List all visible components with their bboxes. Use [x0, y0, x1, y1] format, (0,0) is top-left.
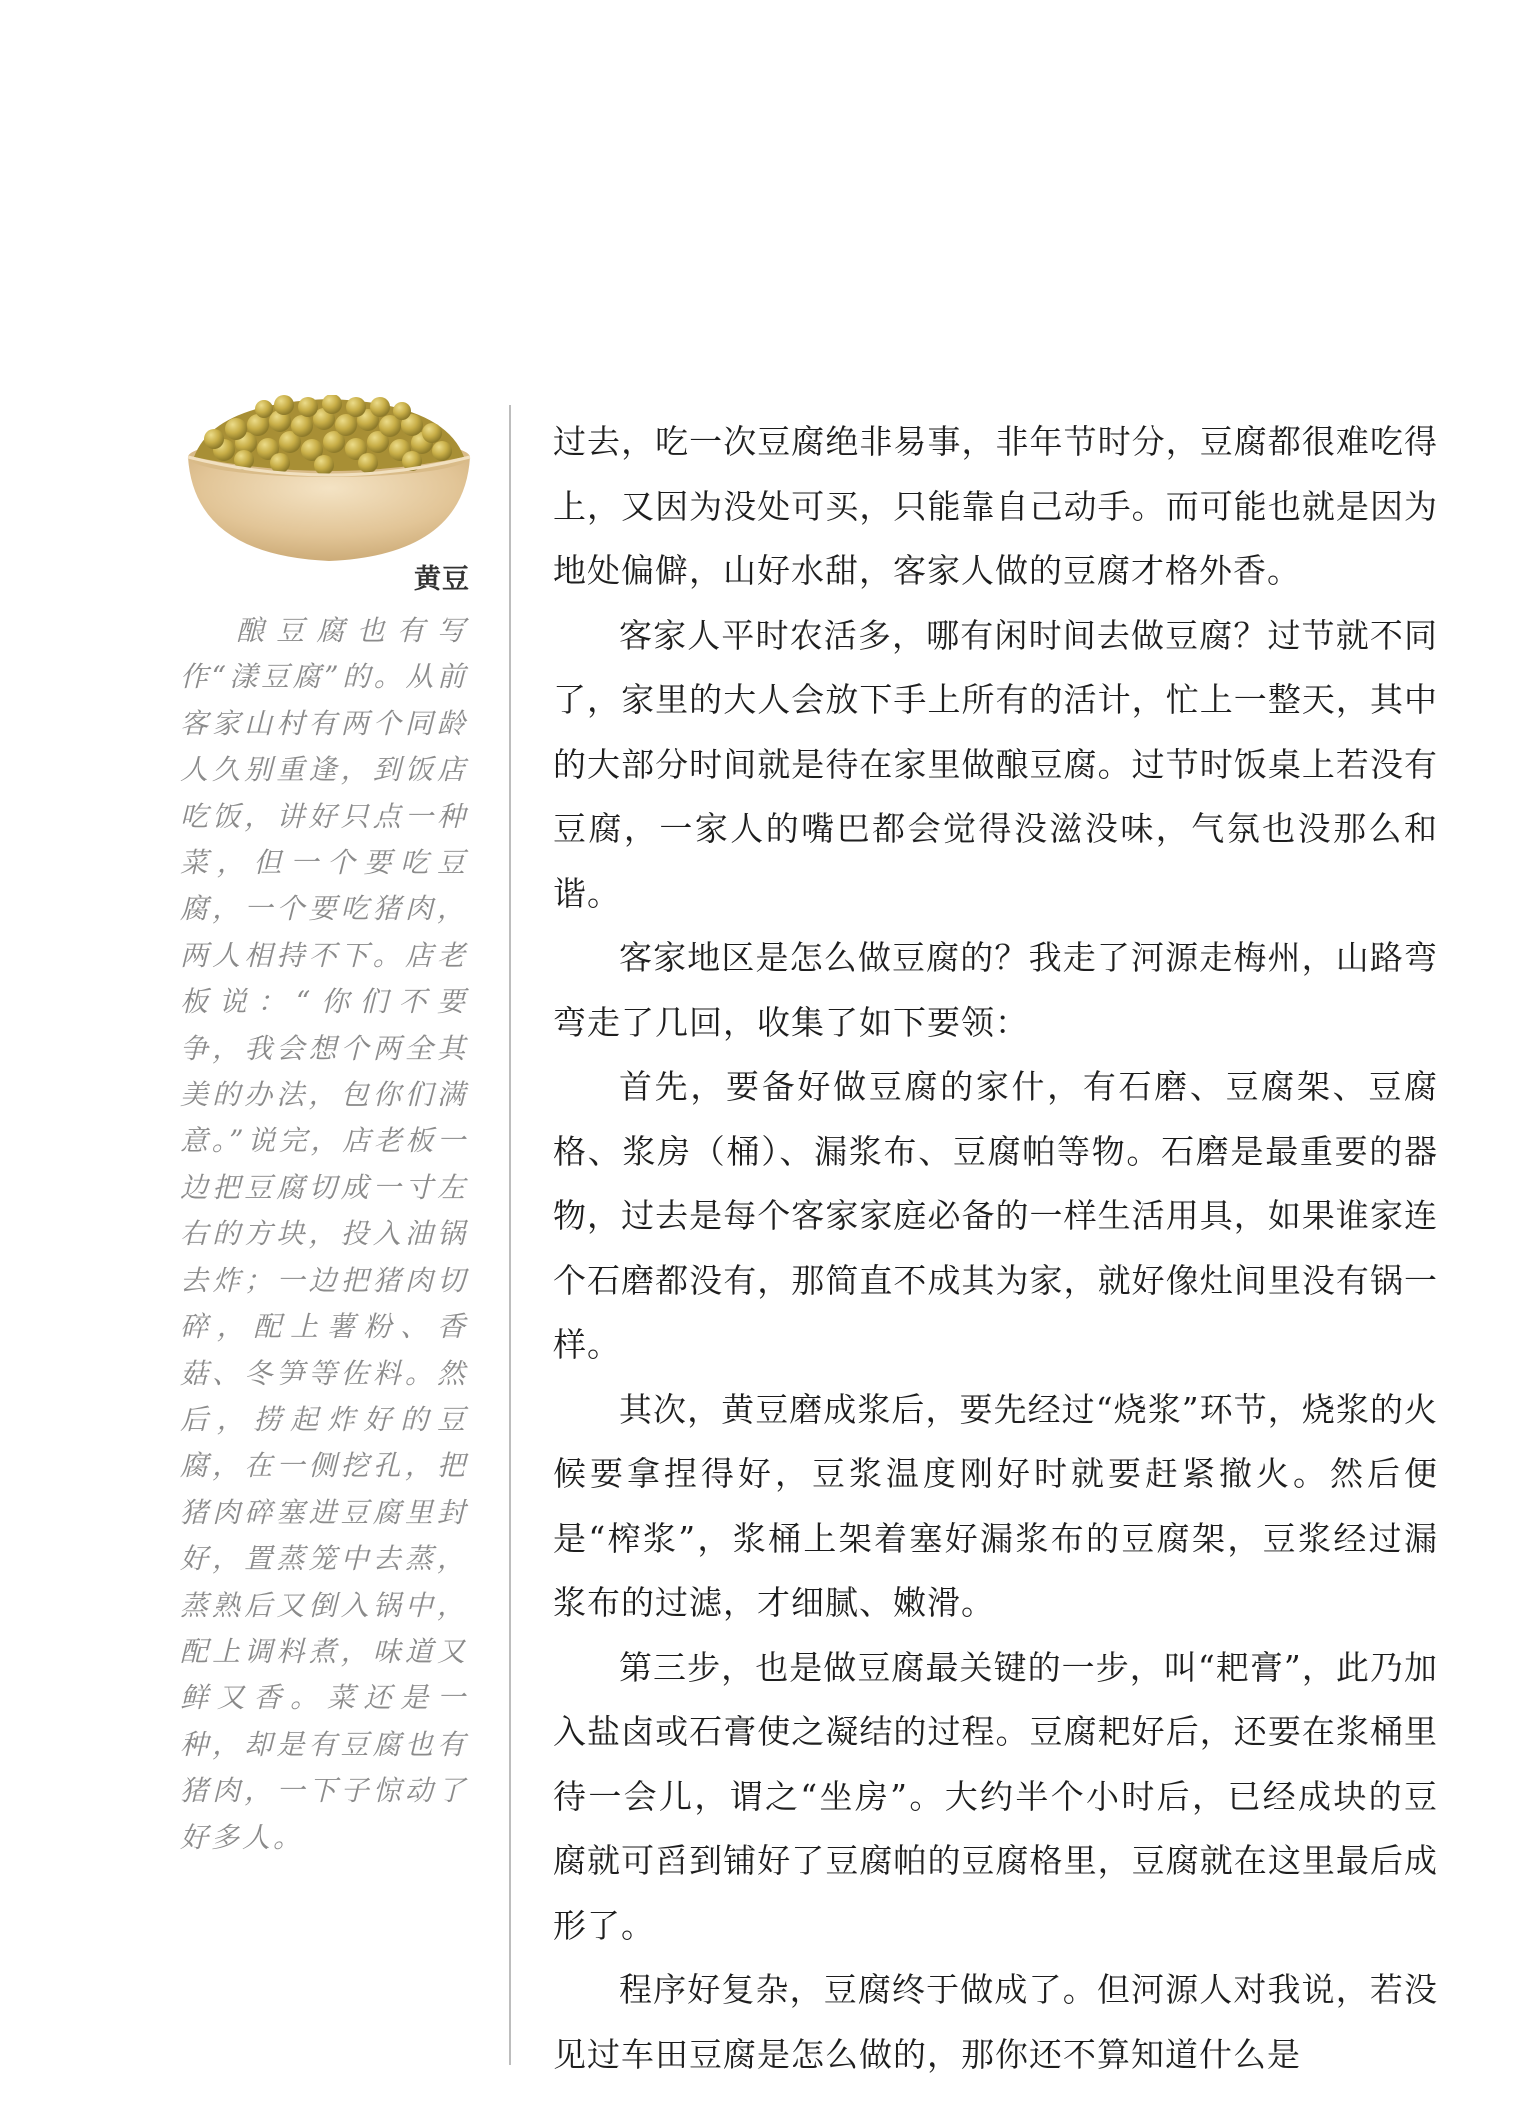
sidebar — [180, 395, 480, 1861]
paragraph: 过去，吃一次豆腐绝非易事，非年节时分，豆腐都很难吃得上，又因为没处可买，只能靠自己动手。而可能也就是因为地处偏僻，山好水甜，客家人做的豆腐才格外香。 — [553, 422, 1438, 590]
paragraph: 客家地区是怎么做豆腐的？我走了河源走梅州，山路弯弯走了几回，收集了如下要领： — [553, 938, 1438, 1042]
paragraph: 客家人平时农活多，哪有闲时间去做豆腐？过节就不同了，家里的大人会放下手上所有的活计，忙上一整天，其中的大部分时间就是待在家里做酿豆腐。过节时饭桌上若没有豆腐，一家人的嘴巴都会觉得没滋没味，气氛也没那么和谐。 — [553, 615, 1438, 913]
column-divider — [509, 405, 511, 2065]
paragraph: 第三步，也是做豆腐最关键的一步，叫“耙膏”，此乃加入盐卤或石膏使之凝结的过程。豆腐耙好后，还要在浆桶里待一会儿，谓之“坐房”。大约半个小时后，已经成块的豆腐就可舀到铺好了豆腐帕的豆腐格里，豆腐就在这里最后成形了。 — [553, 1647, 1438, 1945]
paragraph: 其次，黄豆磨成浆后，要先经过“烧浆”环节，烧浆的火候要拿捏得好，豆浆温度刚好时就要赶紧撤火。然后便是“榨浆”，浆桶上架着塞好漏浆布的豆腐架，豆浆经过漏浆布的过滤，才细腻、嫩滑。 — [553, 1389, 1438, 1622]
paragraph: 程序好复杂，豆腐终于做成了。但河源人对我说，若没见过车田豆腐是怎么做的，那你还不算知道什么是 — [553, 1970, 1438, 2074]
soybean-bowl-illustration — [184, 395, 474, 565]
image-caption: 黄豆 — [414, 564, 470, 595]
main-text — [553, 410, 1438, 2087]
paragraph: 首先，要备好做豆腐的家什，有石磨、豆腐架、豆腐格、浆房（桶）、漏浆布、豆腐帕等物。石磨是最重要的器物，过去是每个客家家庭必备的一样生活用具，如果谁家连个石磨都没有，那简直不成其为家，就好像灶间里没有锅一样。 — [553, 1067, 1438, 1364]
sidebar-note: 酿豆腐也有写作“漾豆腐”的。从前客家山村有两个同龄人久别重逢，到饭店吃饭，讲好只点一种菜，但一个要吃豆腐，一个要吃猪肉，两人相持不下。店老板说：“你们不要争，我会想个两全其美的办法，包你们满意。”说完，店老板一边把豆腐切成一寸左右的方块，投入油锅去炸；一边把猪肉切碎，配上薯粉、香菇、冬笋等佐料。然后，捞起炸好的豆腐，在一侧挖孔，把猪肉碎塞进豆腐里封好，置蒸笼中去蒸，蒸熟后又倒入锅中，配上调料煮，味道又鲜又香。菜还是一种，却是有豆腐也有猪肉，一下子惊动了好多人。 — [180, 614, 468, 1854]
soybean-bowl-image — [184, 395, 474, 565]
